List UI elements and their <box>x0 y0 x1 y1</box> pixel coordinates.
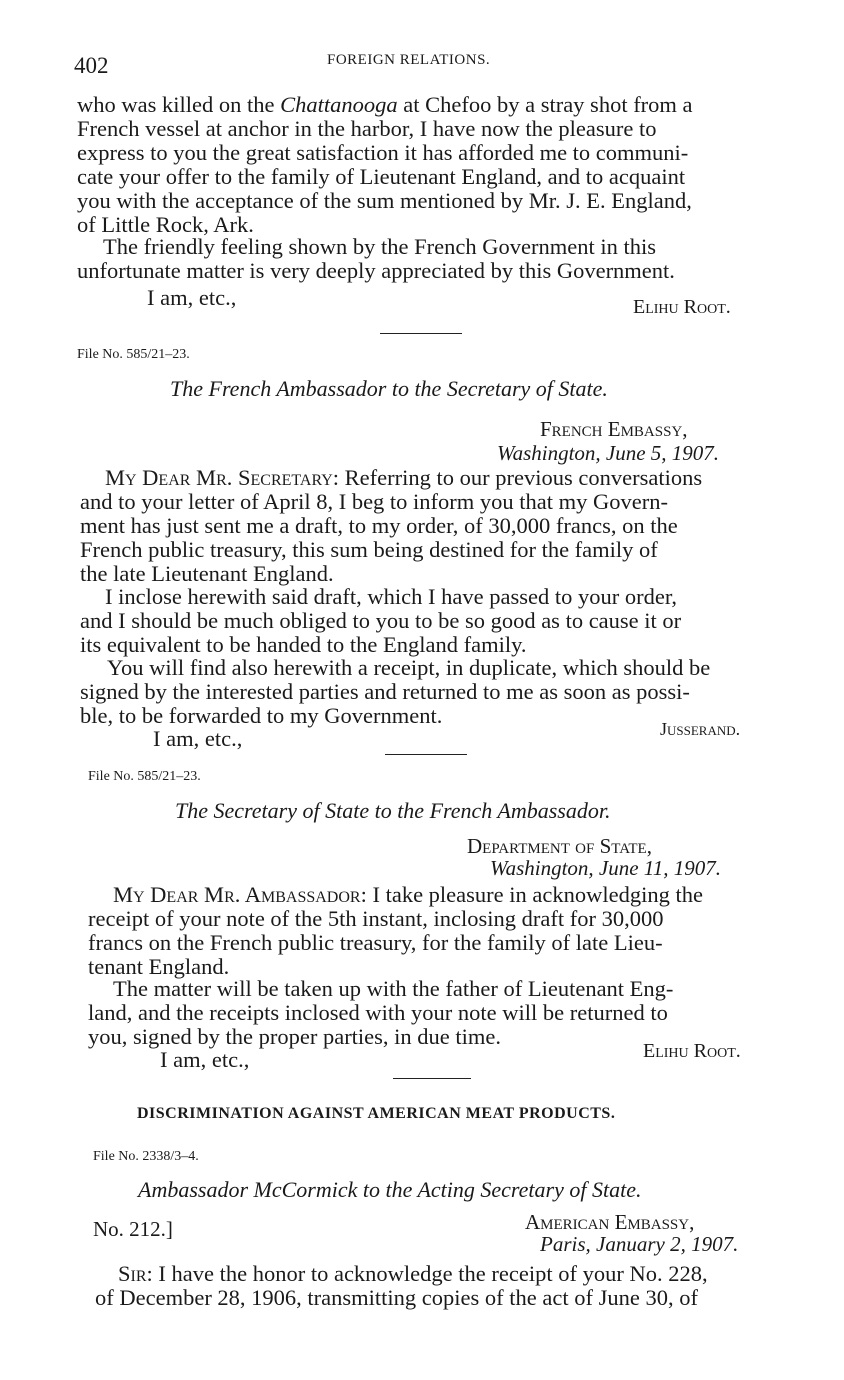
letter-place: American Embassy, <box>525 1210 695 1234</box>
letter-date: Paris, January 2, 1907. <box>540 1232 739 1256</box>
divider <box>393 1078 471 1079</box>
letter-line: ment has just sent me a draft, to my order, of 30,000 francs, on the <box>80 513 678 538</box>
letter-heading: The Secretary of State to the French Ambassador. <box>175 798 611 823</box>
letter-line: and I should be much obliged to you to be so good as to cause it or <box>80 608 682 633</box>
letter-line: of December 28, 1906, transmitting copies of the act of June 30, of <box>95 1285 698 1310</box>
file-number: File No. 2338/3–4. <box>93 1149 199 1164</box>
divider <box>385 754 467 755</box>
section1-line: French vessel at anchor in the harbor, I have now the pleasure to <box>77 116 657 141</box>
salutation: Sir: <box>118 1261 153 1286</box>
page-number: 402 <box>74 53 109 78</box>
letter-line: you, signed by the proper parties, in due time. <box>88 1024 502 1049</box>
running-title: FOREIGN RELATIONS. <box>327 52 491 68</box>
letter-line: land, and the receipts inclosed with your note will be returned to <box>88 1000 668 1025</box>
divider <box>380 333 462 334</box>
letter-line: receipt of your note of the 5th instant, inclosing draft for 30,000 <box>88 906 664 931</box>
letter-line: You will find also herewith a receipt, in duplicate, which should be <box>107 655 711 680</box>
section1-line: The friendly feeling shown by the French Government in this <box>103 234 656 259</box>
letter-line: signed by the interested parties and returned to me as soon as possi- <box>80 679 690 704</box>
signature: Elihu Root. <box>633 296 731 318</box>
ship-name: Chattanooga <box>280 92 398 117</box>
letter-line: and to your letter of April 8, I beg to inform you that my Govern- <box>80 489 668 514</box>
section1-line: express to you the great satisfaction it has afforded me to communi- <box>77 140 689 165</box>
signature: Elihu Root. <box>643 1040 741 1062</box>
section1-line: of Little Rock, Ark. <box>77 212 254 237</box>
section1-line: cate your offer to the family of Lieutenant England, and to acquaint <box>77 164 686 189</box>
letter-date: Washington, June 11, 1907. <box>490 856 721 880</box>
letter-line: its equivalent to be handed to the England family. <box>80 632 527 657</box>
salutation: My Dear Mr. Secretary: <box>105 465 340 490</box>
file-number: File No. 585/21–23. <box>77 347 190 362</box>
letter-date: Washington, June 5, 1907. <box>497 441 720 465</box>
letter-place: Department of State, <box>467 834 652 858</box>
file-number: File No. 585/21–23. <box>88 769 201 784</box>
letter-place: French Embassy, <box>540 417 688 441</box>
section1-line: unfortunate matter is very deeply appreciated by this Government. <box>77 258 675 283</box>
section1-first-line: who was killed on the Chattanooga at Chefoo by a stray shot from a <box>77 92 693 117</box>
closing: I am, etc., <box>153 726 243 751</box>
section-title: DISCRIMINATION AGAINST AMERICAN MEAT PRODUCTS. <box>137 1105 616 1122</box>
letter-line: French public treasury, this sum being destined for the family of <box>80 537 658 562</box>
letter-line: I inclose herewith said draft, which I have passed to your order, <box>105 584 678 609</box>
signature: Jusserand. <box>660 719 741 739</box>
letter-first-line: My Dear Mr. Secretary: Referring to our previous conversations <box>105 465 703 490</box>
letter-line: ble, to be forwarded to my Government. <box>80 703 443 728</box>
letter-heading: The French Ambassador to the Secretary of State. <box>170 376 608 401</box>
letter-line: the late Lieutenant England. <box>80 561 334 586</box>
letter-line: tenant England. <box>88 954 230 979</box>
letter-first-line: My Dear Mr. Ambassador: I take pleasure in acknowledging the <box>113 882 703 907</box>
letter-line: francs on the French public treasury, for the family of late Lieu- <box>88 930 663 955</box>
section1-line: you with the acceptance of the sum mentioned by Mr. J. E. England, <box>77 188 692 213</box>
letter-heading: Ambassador McCormick to the Acting Secretary of State. <box>138 1177 642 1202</box>
closing: I am, etc., <box>147 285 237 310</box>
letter-first-line: Sir: I have the honor to acknowledge the receipt of your No. 228, <box>118 1261 708 1286</box>
letter-line: The matter will be taken up with the father of Lieutenant Eng- <box>113 976 674 1001</box>
salutation: My Dear Mr. Ambassador: <box>113 882 367 907</box>
closing: I am, etc., <box>160 1047 250 1072</box>
dispatch-number: No. 212.] <box>93 1217 173 1241</box>
